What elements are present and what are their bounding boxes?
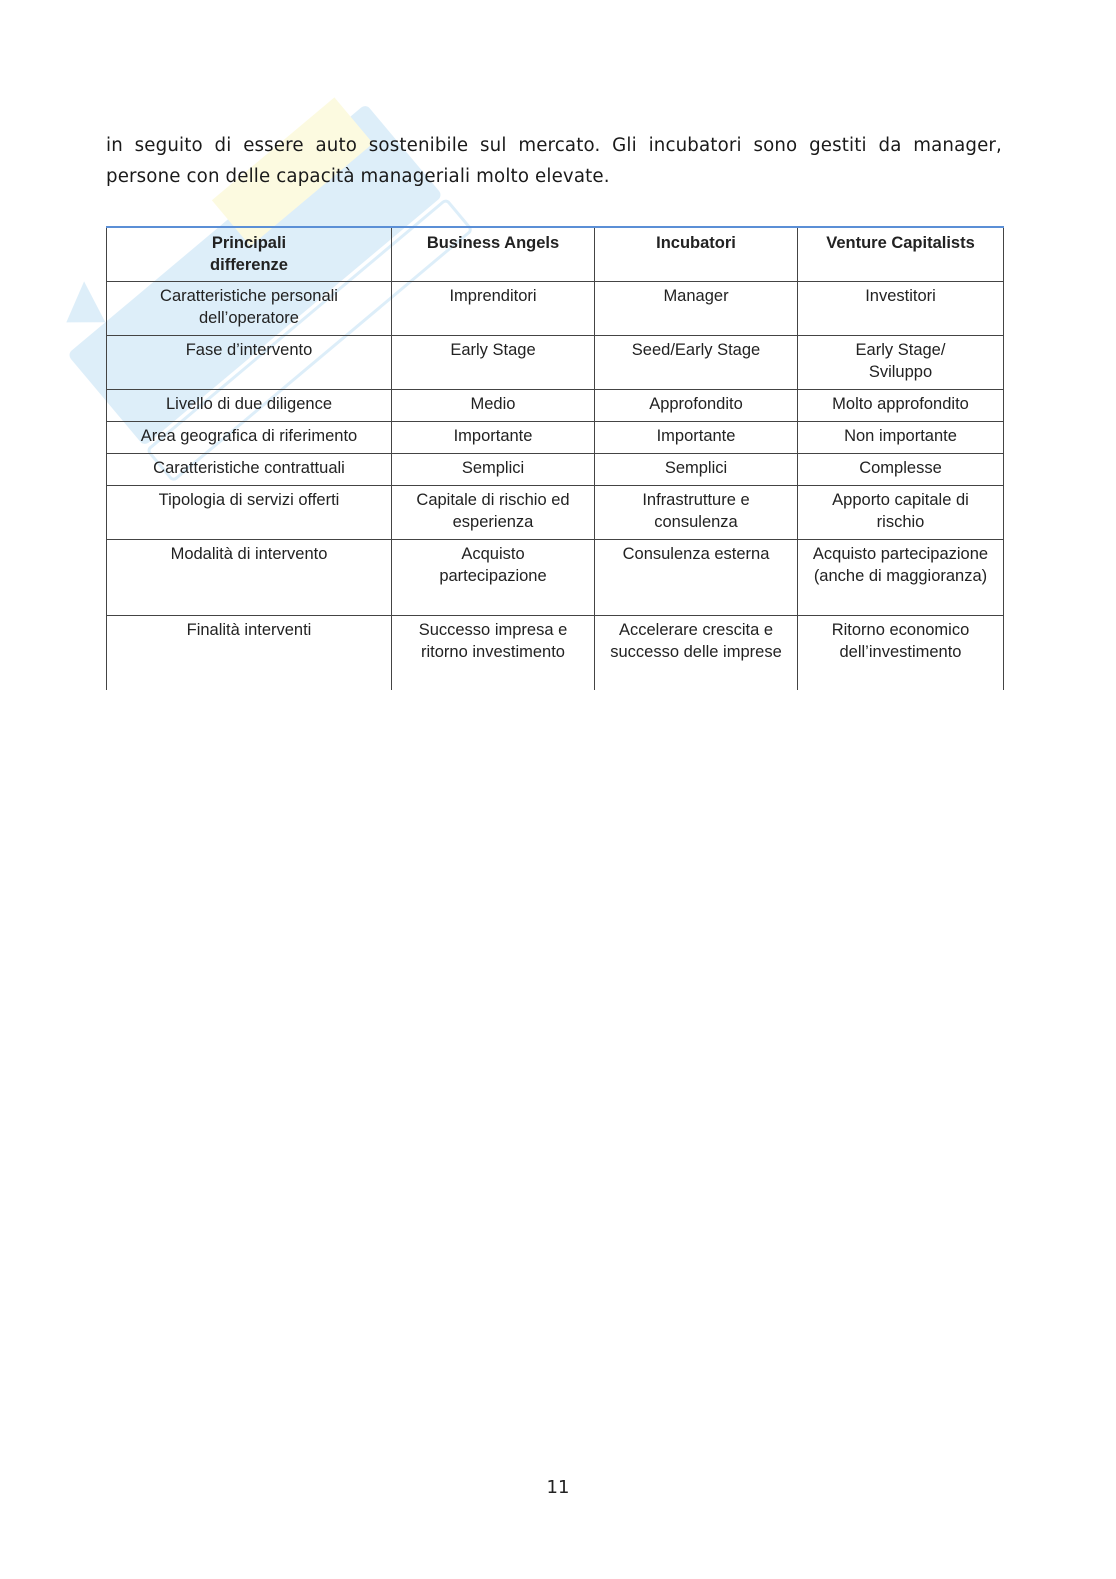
- table-cell: Molto approfondito: [798, 389, 1004, 421]
- table-cell: Area geografica di riferimento: [107, 421, 392, 453]
- header-cell-venture-capitalists: Venture Capitalists: [798, 227, 1004, 281]
- header-cell-business-angels: Business Angels: [392, 227, 595, 281]
- table-row: [107, 539, 1004, 615]
- table-row: [107, 485, 1004, 539]
- table-row: [107, 453, 1004, 485]
- table-cell: Modalità di intervento: [107, 539, 392, 615]
- table-cell: Ritorno economico dell’investimento: [798, 615, 1004, 690]
- table-cell: Infrastrutture e consulenza: [595, 485, 798, 539]
- table-cell: Importante: [595, 421, 798, 453]
- table-cell: Fase d’intervento: [107, 335, 392, 389]
- table-row: [107, 421, 1004, 453]
- table-row: [107, 615, 1004, 690]
- comparison-table-container: [106, 226, 1003, 690]
- table-cell: Semplici: [392, 453, 595, 485]
- header-cell-differenze: Principali differenze: [107, 227, 392, 281]
- table-cell: Approfondito: [595, 389, 798, 421]
- table-cell: Caratteristiche contrattuali: [107, 453, 392, 485]
- table-row: [107, 335, 1004, 389]
- table-row: [107, 281, 1004, 335]
- table-row: [107, 389, 1004, 421]
- table-cell: Caratteristiche personali dell’operatore: [107, 281, 392, 335]
- table-cell: Accelerare crescita e successo delle imprese: [595, 615, 798, 690]
- table-cell: Manager: [595, 281, 798, 335]
- table-cell: Importante: [392, 421, 595, 453]
- table-cell: Capitale di rischio ed esperienza: [392, 485, 595, 539]
- table-cell: Medio: [392, 389, 595, 421]
- table-cell: Acquisto partecipazione (anche di maggioranza): [798, 539, 1004, 615]
- table-cell: Acquisto partecipazione: [392, 539, 595, 615]
- page-number: 11: [546, 1477, 570, 1498]
- table-cell: Consulenza esterna: [595, 539, 798, 615]
- body-paragraph: in seguito di essere auto sostenibile sul mercato. Gli incubatori sono gestiti da manager, persone con delle capacità manageriali molto elevate.: [106, 135, 1002, 187]
- header-cell-incubatori: Incubatori: [595, 227, 798, 281]
- table-cell: Finalità interventi: [107, 615, 392, 690]
- table-cell: Complesse: [798, 453, 1004, 485]
- table-cell: Early Stage/ Sviluppo: [798, 335, 1004, 389]
- table-cell: Successo impresa e ritorno investimento: [392, 615, 595, 690]
- table-cell: Non importante: [798, 421, 1004, 453]
- table-cell: Seed/Early Stage: [595, 335, 798, 389]
- table-cell: Investitori: [798, 281, 1004, 335]
- table-cell: Apporto capitale di rischio: [798, 485, 1004, 539]
- table-cell: Semplici: [595, 453, 798, 485]
- comparison-table: [106, 226, 1004, 690]
- table-cell: Tipologia di servizi offerti: [107, 485, 392, 539]
- table-cell: Imprenditori: [392, 281, 595, 335]
- table-cell: Livello di due diligence: [107, 389, 392, 421]
- table-header-row: [107, 227, 1004, 281]
- table-cell: Early Stage: [392, 335, 595, 389]
